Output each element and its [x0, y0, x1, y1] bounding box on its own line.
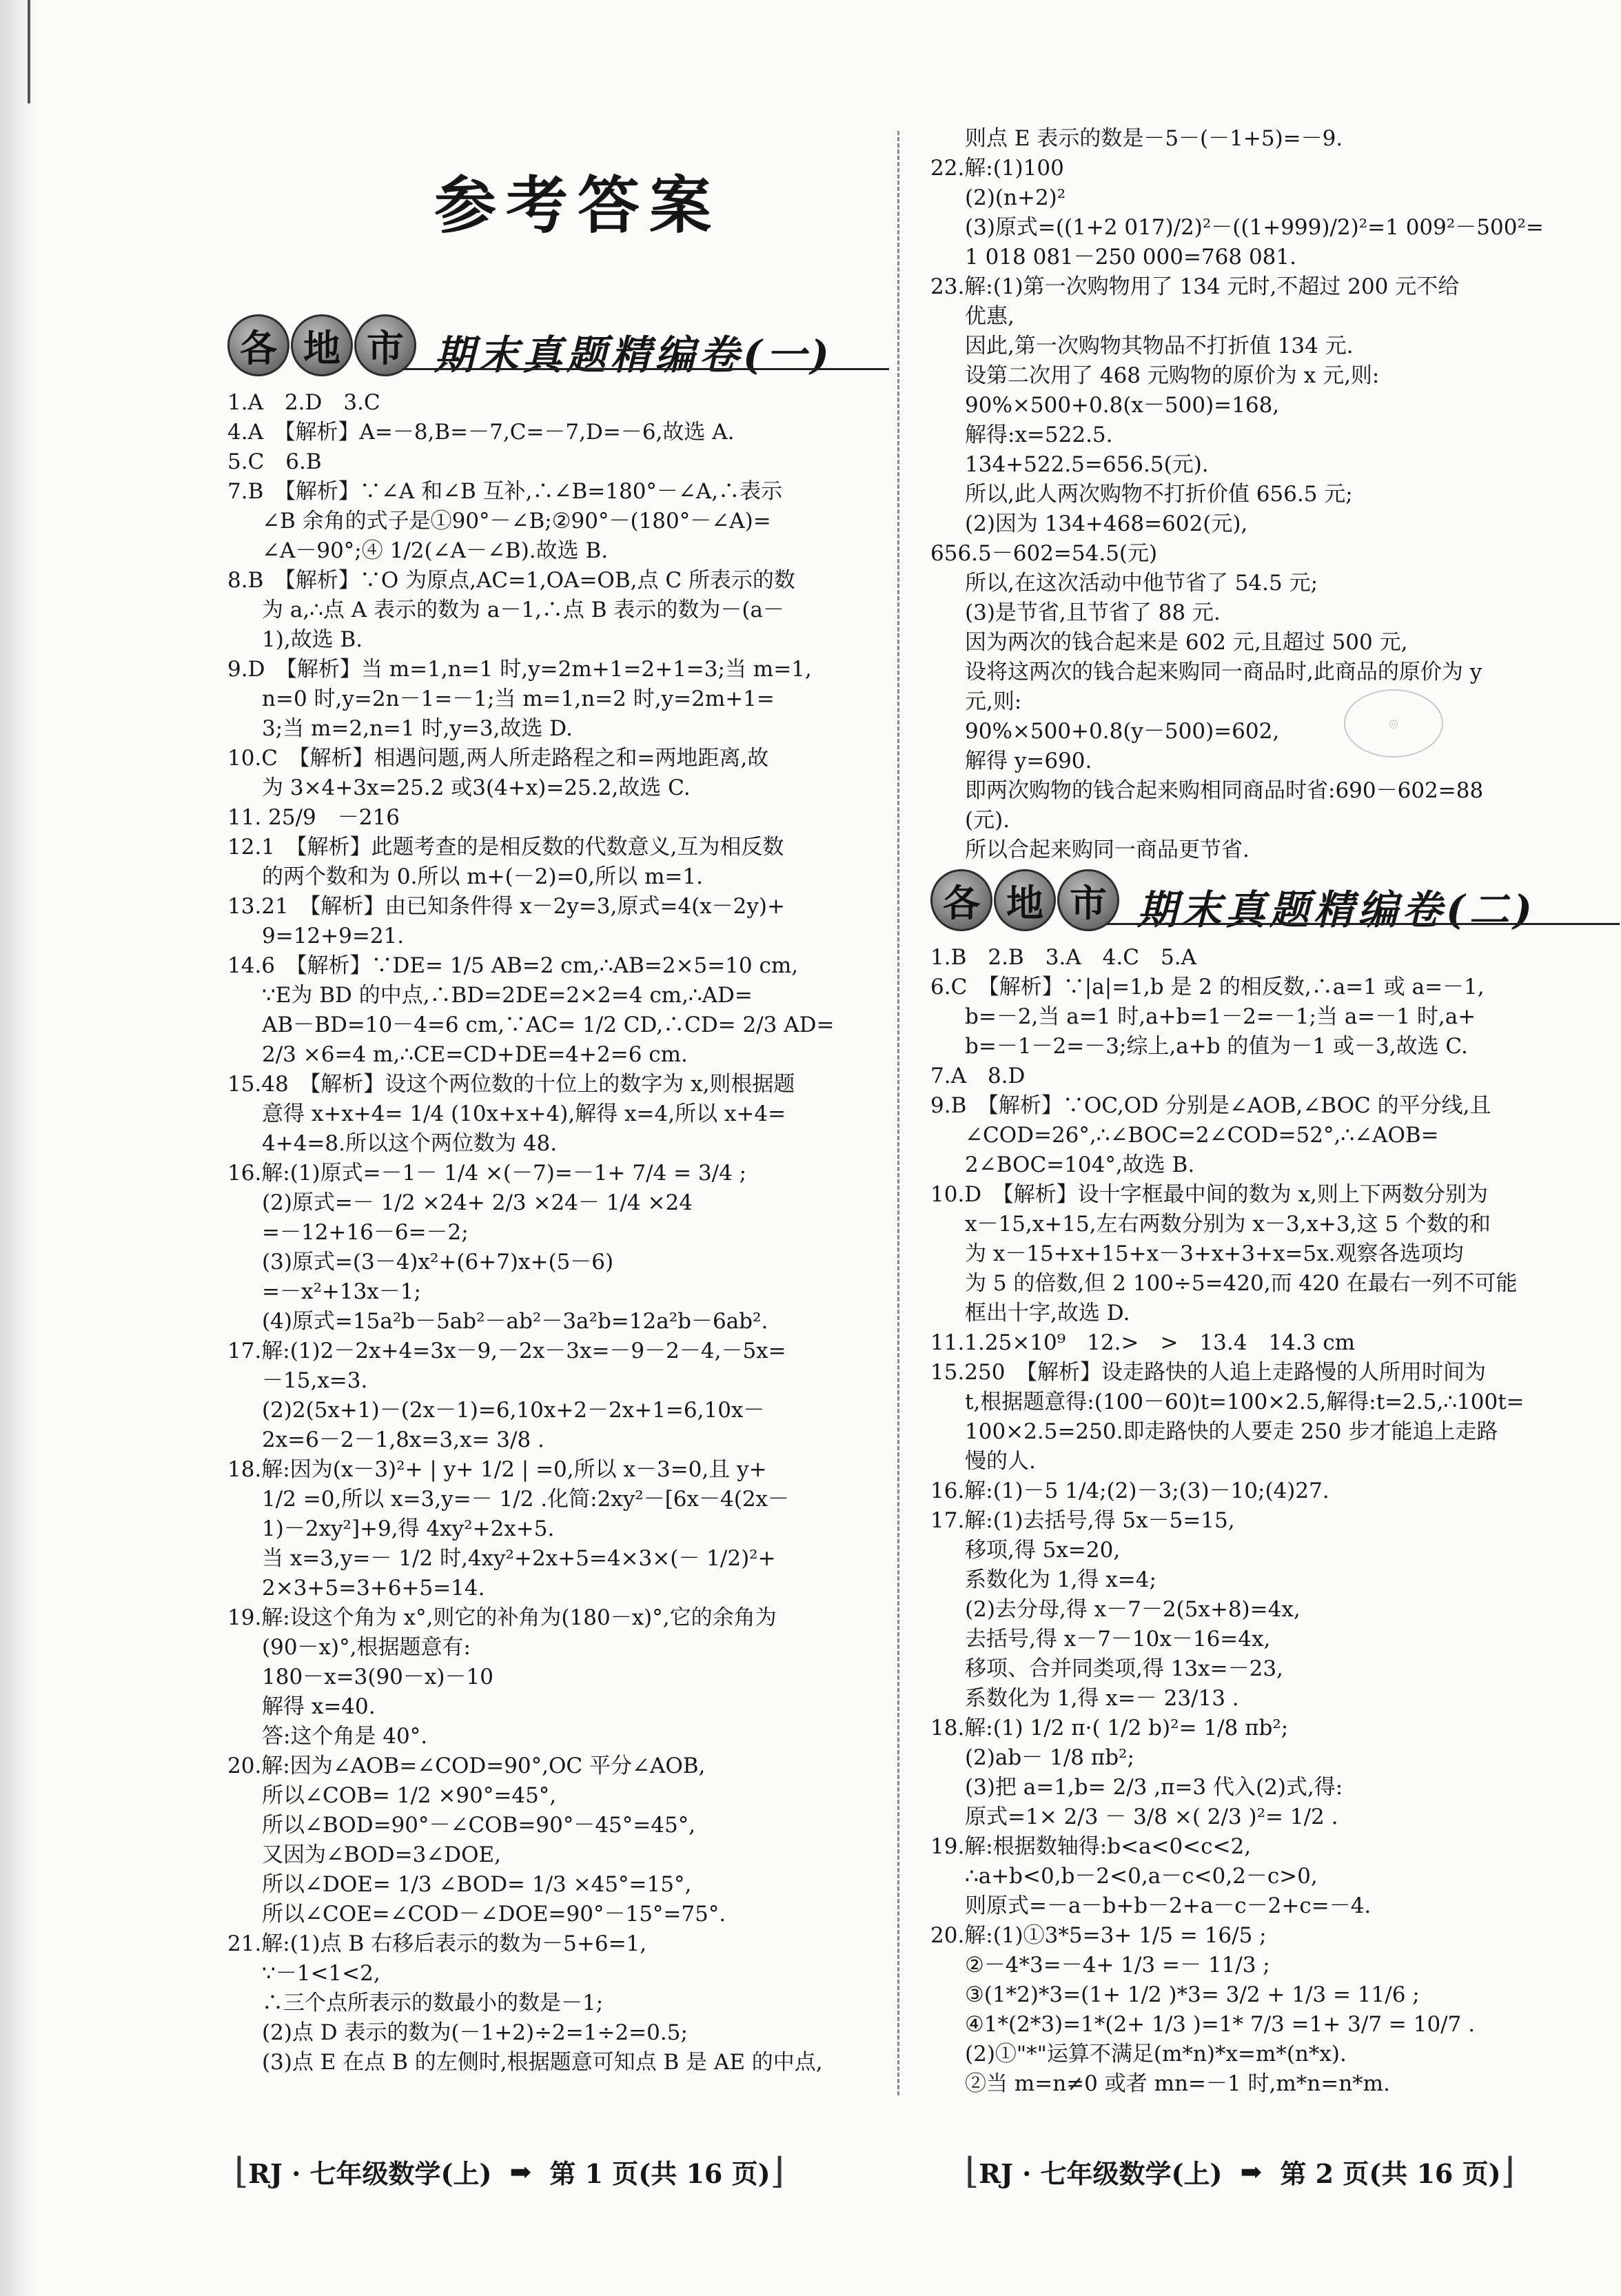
answer-line: 1.B 2.B 3.A 4.C 5.A: [930, 945, 1196, 970]
answer-line: AB－BD=10－4=6 cm,∵AC= 1/2 CD,∴CD= 2/3 AD=: [262, 1013, 835, 1037]
answer-line: 18.解:因为(x－3)²+ | y+ 1/2 | =0,所以 x－3=0,且 y+: [227, 1457, 767, 1482]
answer-line: 又因为∠BOD=3∠DOE,: [262, 1842, 502, 1867]
left-column: [227, 310, 889, 2077]
answer-line: 为 5 的倍数,但 2 100÷5=420,而 420 在最右一列不可能: [965, 1271, 1518, 1296]
badge-ge: 各: [227, 314, 289, 376]
answer-list-1-continued: [930, 124, 1620, 865]
answer-line: ②当 m=n≠0 或者 mn=－1 时,m*n=n*m.: [965, 2071, 1390, 2096]
answer-line: 解得:x=522.5.: [965, 423, 1113, 447]
answer-line: 因为两次的钱合起来是 602 元,且超过 500 元,: [965, 630, 1408, 655]
answer-line: 4.A 【解析】A=－8,B=－7,C=－7,D=－6,故选 A.: [227, 420, 735, 445]
region-badges: [930, 869, 1121, 931]
answer-line: 12.1 【解析】此题考查的是相反数的代数意义,互为相反数: [227, 835, 784, 860]
footer-page-number: 第 2 页(共 16 页): [1280, 2157, 1501, 2189]
answer-list-1: [227, 388, 889, 2077]
answer-line: ∠B 余角的式子是①90°－∠B;②90°－(180°－∠A)=: [262, 509, 771, 534]
answer-line: 18.解:(1) 1/2 π·( 1/2 b)²= 1/8 πb²;: [930, 1716, 1289, 1740]
answer-line: 4+4=8.所以这个两位数为 48.: [262, 1131, 558, 1156]
bracket-left-icon: ⌊: [234, 2151, 249, 2192]
badge-shi: 市: [1057, 869, 1119, 931]
answer-line: (3)是节省,且节省了 88 元.: [965, 600, 1221, 625]
answer-line: 所以∠BOD=90°－∠COB=90°－45°=45°,: [262, 1813, 696, 1838]
answer-line: 系数化为 1,得 x=4;: [965, 1567, 1156, 1592]
answer-line: (2)2(5x+1)－(2x－1)=6,10x+2－2x+1=6,10x－: [262, 1398, 765, 1423]
answer-line: 5.C 6.B: [227, 449, 322, 474]
page-title: 参考答案: [434, 169, 721, 242]
answer-line: 13.21 【解析】由已知条件得 x－2y=3,原式=4(x－2y)+: [227, 894, 785, 919]
answer-line: (2)ab－ 1/8 πb²;: [965, 1745, 1134, 1770]
answer-line: 所以∠DOE= 1/3 ∠BOD= 1/3 ×45°=15°,: [262, 1872, 692, 1897]
answer-line: 2∠BOC=104°,故选 B.: [965, 1152, 1195, 1177]
answer-line: 11.1.25×10⁹ 12.> > 13.4 14.3 cm: [930, 1330, 1356, 1355]
banner-underline: [1106, 923, 1620, 925]
answer-line: ∵－1<1<2,: [262, 1961, 380, 1986]
bracket-right-icon: ⌋: [1500, 2151, 1515, 2192]
answer-line: 答:这个角是 40°.: [262, 1724, 428, 1749]
answer-line: (90－x)°,根据题意有:: [262, 1635, 471, 1660]
answer-line: ∠COD=26°,∴∠BOC=2∠COD=52°,∴∠AOB=: [965, 1123, 1439, 1148]
answer-line: 7.B 【解析】∵∠A 和∠B 互补,∴∠B=180°－∠A,∴表示: [227, 479, 783, 504]
answer-line: 优惠,: [965, 304, 1015, 329]
answer-line: =－12+16－6=－2;: [262, 1220, 469, 1245]
answer-line: 22.解:(1)100: [930, 156, 1064, 181]
answer-line: 为 x－15+x+15+x－3+x+3+x=5x.观察各选项均: [965, 1241, 1464, 1266]
answer-line: 19.解:设这个角为 x°,则它的补角为(180－x)°,它的余角为: [227, 1605, 777, 1630]
answer-line: (元).: [965, 808, 1010, 833]
binding-mark: [28, 0, 30, 103]
answer-line: 17.解:(1)2－2x+4=3x－9,－2x－3x=－9－2－4,－5x=: [227, 1339, 786, 1363]
answer-line: (2)点 D 表示的数为(－1+2)÷2=1÷2=0.5;: [262, 2020, 688, 2045]
answer-line: (2)(n+2)²: [965, 185, 1066, 210]
bracket-left-icon: ⌊: [965, 2151, 979, 2192]
column-divider: [897, 131, 899, 2095]
answer-line: 23.解:(1)第一次购物用了 134 元时,不超过 200 元不给: [930, 274, 1460, 299]
answer-line: 设第二次用了 468 元购物的原价为 x 元,则:: [965, 363, 1380, 388]
answer-line: 为 3×4+3x=25.2 或3(4+x)=25.2,故选 C.: [262, 775, 691, 800]
answer-line: 9=12+9=21.: [262, 924, 405, 948]
answer-line: 去括号,得 x－7－10x－16=4x,: [965, 1627, 1271, 1652]
answer-line: 的两个数和为 0.所以 m+(－2)=0,所以 m=1.: [262, 864, 703, 889]
answer-line: b=－1－2=－3;综上,a+b 的值为－1 或－3,故选 C.: [965, 1034, 1468, 1059]
answer-line: 17.解:(1)去括号,得 5x－5=15,: [930, 1508, 1235, 1533]
answer-line: 所以,此人两次购物不打折价值 656.5 元;: [965, 482, 1353, 507]
answer-line: 则原式=－a－b+b－2+a－c－2+c=－4.: [965, 1893, 1372, 1918]
answer-line: ∠A－90°;④ 1/2(∠A－∠B).故选 B.: [262, 538, 609, 563]
footer-label: RJ · 七年级数学(上): [248, 2157, 492, 2189]
badge-ge: 各: [930, 869, 992, 931]
answer-line: 8.B 【解析】∵O 为原点,AC=1,OA=OB,点 C 所表示的数: [227, 568, 795, 593]
answer-line: 20.解:因为∠AOB=∠COD=90°,OC 平分∠AOB,: [227, 1754, 706, 1778]
exam-banner-2: [930, 869, 1620, 935]
answer-line: b=－2,当 a=1 时,a+b=1－2=－1;当 a=－1 时,a+: [965, 1004, 1476, 1029]
badge-di: 地: [291, 314, 353, 376]
answer-line: 系数化为 1,得 x=－ 23/13 .: [965, 1686, 1239, 1711]
answer-line: 7.A 8.D: [930, 1064, 1026, 1088]
answer-line: 解得 y=690.: [965, 749, 1092, 773]
answer-line: 为 a,∴点 A 表示的数为 a－1,∴点 B 表示的数为－(a－: [262, 598, 784, 622]
answer-line: 所以∠COE=∠COD－∠DOE=90°－15°=75°.: [262, 1902, 726, 1927]
answer-line: 解得 x=40.: [262, 1694, 376, 1719]
answer-line: 移项,得 5x=20,: [965, 1538, 1121, 1563]
footer-page-1: [234, 2151, 784, 2192]
answer-line: 16.解:(1)原式=－1－ 1/4 ×(－7)=－1+ 7/4 = 3/4 ;: [227, 1161, 747, 1186]
answer-line: ∴三个点所表示的数最小的数是－1;: [262, 1991, 604, 2015]
answer-line: (3)原式=((1+2 017)/2)²－((1+999)/2)²=1 009²－500²=: [965, 215, 1544, 240]
answer-line: ③(1*2)*3=(1+ 1/2 )*3= 3/2 + 1/3 = 11/6 ;: [965, 1982, 1420, 2007]
page-binding-edge: [0, 0, 39, 2296]
faint-stamp: ◎: [1344, 689, 1443, 758]
arrow-right-icon: ➡: [509, 2155, 532, 2187]
answer-line: 19.解:根据数轴得:b<a<0<c<2,: [930, 1834, 1252, 1859]
answer-line: 框出十字,故选 D.: [965, 1301, 1130, 1325]
answer-line: 1 018 081－250 000=768 081.: [965, 245, 1296, 270]
answer-line: (2)因为 134+468=602(元),: [965, 511, 1248, 536]
answer-line: 1.A 2.D 3.C: [227, 390, 380, 415]
answer-line: 1)－2xy²]+9,得 4xy²+2x+5.: [262, 1516, 555, 1541]
answer-line: 即两次购物的钱合起来购相同商品时省:690－602=88: [965, 778, 1484, 803]
answer-line: 15.48 【解析】设这个两位数的十位上的数字为 x,则根据题: [227, 1072, 795, 1097]
answer-line: 20.解:(1)①3*5=3+ 1/5 = 16/5 ;: [930, 1923, 1267, 1948]
answer-line: 656.5－602=54.5(元): [930, 541, 1158, 566]
answer-line: (2)原式=－ 1/2 ×24+ 2/3 ×24－ 1/4 ×24: [262, 1190, 693, 1215]
answer-line: 180－x=3(90－x)－10: [262, 1665, 493, 1689]
answer-line: 2/3 ×6=4 m,∴CE=CD+DE=4+2=6 cm.: [262, 1042, 688, 1067]
answer-line: (4)原式=15a²b－5ab²－ab²－3a²b=12a²b－6ab².: [262, 1309, 768, 1334]
footer-page-number: 第 1 页(共 16 页): [549, 2157, 771, 2189]
answer-line: (3)点 E 在点 B 的左侧时,根据题意可知点 B 是 AE 的中点,: [262, 2050, 823, 2075]
answer-line: 90%×500+0.8(x－500)=168,: [965, 393, 1280, 418]
answer-line: ∵E为 BD 的中点,∴BD=2DE=2×2=4 cm,∴AD=: [262, 983, 753, 1008]
answer-line: ④1*(2*3)=1*(2+ 1/3 )=1* 7/3 =1+ 3/7 = 10/7 .: [965, 2012, 1476, 2037]
answer-line: 元,则:: [965, 689, 1022, 714]
exam-title-1: 期末真题精编卷(一): [434, 332, 833, 378]
answer-line: 2×3+5=3+6+5=14.: [262, 1576, 485, 1601]
answer-line: 9.D 【解析】当 m=1,n=1 时,y=2m+1=2+1=3;当 m=1,: [227, 657, 812, 682]
bracket-right-icon: ⌋: [770, 2151, 784, 2192]
answer-line: 慢的人.: [965, 1449, 1036, 1474]
answer-line: (2)①"*"运算不满足(m*n)*x=m*(n*x).: [965, 2042, 1347, 2066]
answer-line: 因此,第一次购物其物品不打折值 134 元.: [965, 334, 1354, 358]
answer-line: (2)去分母,得 x－7－2(5x+8)=4x,: [965, 1597, 1301, 1622]
answer-line: 所以合起来购同一商品更节省.: [965, 837, 1250, 862]
answer-line: 所以,在这次活动中他节省了 54.5 元;: [965, 571, 1318, 596]
answer-line: 2x=6－2－1,8x=3,x= 3/8 .: [262, 1428, 544, 1452]
badge-shi: 市: [354, 314, 416, 376]
answer-line: t,根据题意得:(100－60)t=100×2.5,解得:t=2.5,∴100t=: [965, 1390, 1525, 1414]
arrow-right-icon: ➡: [1240, 2155, 1263, 2187]
answer-line: =－x²+13x－1;: [262, 1279, 421, 1304]
answer-line: 10.C 【解析】相遇问题,两人所走路程之和=两地距离,故: [227, 746, 769, 771]
answer-line: 10.D 【解析】设十字框最中间的数为 x,则上下两数分别为: [930, 1182, 1488, 1207]
answer-line: 11. 25/9 －216: [227, 805, 400, 830]
answer-line: n=0 时,y=2n－1=－1;当 m=1,n=2 时,y=2m+1=: [262, 687, 775, 711]
answer-line: 90%×500+0.8(y－500)=602,: [965, 719, 1280, 744]
answer-line: 移项、合并同类项,得 13x=－23,: [965, 1656, 1283, 1681]
answer-line: －15,x=3.: [262, 1368, 368, 1393]
answer-line: x－15,x+15,左右两数分别为 x－3,x+3,这 5 个数的和: [965, 1212, 1491, 1237]
answer-line: 6.C 【解析】∵|a|=1,b 是 2 的相反数,∴a=1 或 a=－1,: [930, 975, 1485, 999]
answer-line: (3)把 a=1,b= 2/3 ,π=3 代入(2)式,得:: [965, 1775, 1343, 1800]
answer-line: 15.250 【解析】设走路快的人追上走路慢的人所用时间为: [930, 1360, 1486, 1385]
answer-line: 9.B 【解析】∵OC,OD 分别是∠AOB,∠BOC 的平分线,且: [930, 1093, 1491, 1118]
banner-underline: [403, 368, 889, 370]
answer-list-2: [930, 943, 1620, 2099]
badge-di: 地: [994, 869, 1056, 931]
exam-banner-1: [227, 314, 889, 380]
answer-line: ∴a+b<0,b－2<0,a－c<0,2－c>0,: [965, 1864, 1318, 1889]
answer-line: 14.6 【解析】∵DE= 1/5 AB=2 cm,∴AB=2×5=10 cm,: [227, 953, 799, 978]
answer-line: 21.解:(1)点 B 右移后表示的数为－5+6=1,: [227, 1931, 647, 1956]
answer-line: 原式=1× 2/3 － 3/8 ×( 2/3 )²= 1/2 .: [965, 1805, 1338, 1829]
footer-label: RJ · 七年级数学(上): [979, 2157, 1223, 2189]
answer-line: 当 x=3,y=－ 1/2 时,4xy²+2x+5=4×3×(－ 1/2)²+: [262, 1546, 776, 1571]
footer-page-2: [965, 2151, 1515, 2192]
exam-title-2: 期末真题精编卷(二): [1137, 886, 1536, 933]
answer-line: 134+522.5=656.5(元).: [965, 452, 1209, 477]
answer-line: 3;当 m=2,n=1 时,y=3,故选 D.: [262, 716, 573, 741]
answer-line: ②－4*3=－4+ 1/3 =－ 11/3 ;: [965, 1953, 1270, 1978]
answer-line: 1),故选 B.: [262, 627, 363, 652]
answer-line: 则点 E 表示的数是－5－(－1+5)=－9.: [965, 126, 1343, 151]
answer-line: (3)原式=(3－4)x²+(6+7)x+(5－6): [262, 1250, 614, 1274]
right-column: [930, 124, 1620, 2099]
answer-line: 100×2.5=250.即走路快的人要走 250 步才能追上走路: [965, 1419, 1498, 1444]
answer-line: 设将这两次的钱合起来购同一商品时,此商品的原价为 y: [965, 660, 1482, 684]
answer-line: 所以∠COB= 1/2 ×90°=45°,: [262, 1783, 557, 1808]
answer-line: 1/2 =0,所以 x=3,y=－ 1/2 .化简:2xy²－[6x－4(2x－: [262, 1487, 790, 1512]
region-badges: [227, 314, 418, 376]
answer-line: 意得 x+x+4= 1/4 (10x+x+4),解得 x=4,所以 x+4=: [262, 1101, 786, 1126]
answer-line: 16.解:(1)－5 1/4;(2)－3;(3)－10;(4)27.: [930, 1479, 1329, 1503]
